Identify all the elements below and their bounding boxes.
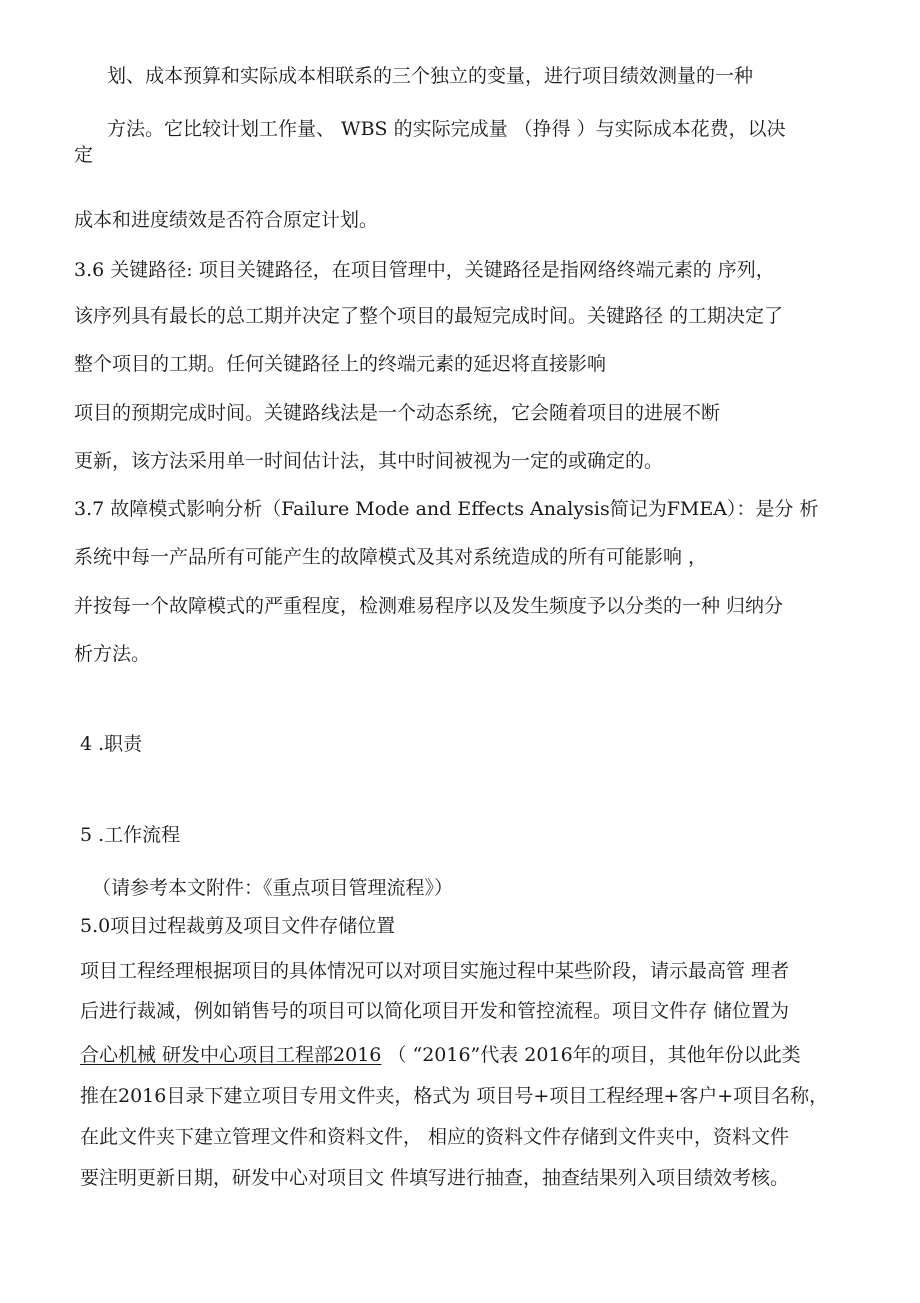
section-3-7-line: 析方法。 — [74, 643, 151, 665]
intro-line-3: 定 — [74, 144, 94, 166]
section-5-note: （请参考本文附件：《重点项目管理流程》） — [92, 877, 454, 899]
section-3-7-line: 并按每一个故障模式的严重程度，检测难易程序以及发生频度予以分类的一种 归纳分 — [74, 595, 784, 617]
section-5-heading: 5 .工作流程 — [80, 824, 181, 846]
storage-path: 合心机械 研发中心项目工程部2016 — [80, 1044, 382, 1066]
section-3-7-line: 系统中每一产品所有可能产生的故障模式及其对系统造成的所有可能影响 ， — [74, 546, 708, 568]
section-4-heading: 4 .职责 — [80, 733, 143, 755]
section-3-7-line: 3.7 故障模式影响分析（Failure Mode and Effects Analysis简记为FMEA）：是分 析 — [74, 498, 819, 520]
section-3-6-line: 更新，该方法采用单一时间估计法，其中时间被视为一定的或确定的。 — [74, 450, 664, 472]
intro-line-2: 方法。它比较计划工作量、 WBS 的实际完成量 （挣得 ）与实际成本花费，以决 — [107, 118, 786, 140]
section-3-6-line: 3.6 关键路径: 项目关键路径，在项目管理中，关键路径是指网络终端元素的 序列， — [74, 259, 775, 281]
section-5-0-heading: 5.0项目过程裁剪及项目文件存储位置 — [80, 915, 396, 937]
storage-path-suffix: （ “2016”代表 2016年的项目，其他年份以此类 — [381, 1044, 801, 1066]
section-5-0-line: 推在2016目录下建立项目专用文件夹，格式为 项目号+项目工程经理+客户+项目名称， — [80, 1085, 829, 1107]
section-3-6-line: 整个项目的工期。任何关键路径上的终端元素的延迟将直接影响 — [74, 353, 607, 375]
section-5-0-line: 在此文件夹下建立管理文件和资料文件， 相应的资料文件存储到文件夹中，资料文件 — [80, 1126, 790, 1148]
section-5-0-line: 要注明更新日期，研发中心对项目文 件填写进行抽查，抽查结果列入项目绩效考核。 — [80, 1167, 790, 1189]
section-5-0-line: 后进行裁减，例如销售号的项目可以简化项目开发和管控流程。项目文件存 储位置为 — [80, 1000, 790, 1022]
section-5-0-path-line — [80, 1043, 801, 1067]
section-3-6-line: 该序列具有最长的总工期并决定了整个项目的最短完成时间。关键路径 的工期决定了 — [74, 305, 784, 327]
section-3-6-line: 项目的预期完成时间。关键路线法是一个动态系统，它会随着项目的进展不断 — [74, 402, 721, 424]
intro-line-1: 划、成本预算和实际成本相联系的三个独立的变量，进行项目绩效测量的一种 — [107, 65, 754, 87]
section-5-0-line: 项目工程经理根据项目的具体情况可以对项目实施过程中某些阶段，请示最高管 理者 — [80, 960, 790, 982]
intro-line-4: 成本和进度绩效是否符合原定计划。 — [74, 209, 379, 231]
